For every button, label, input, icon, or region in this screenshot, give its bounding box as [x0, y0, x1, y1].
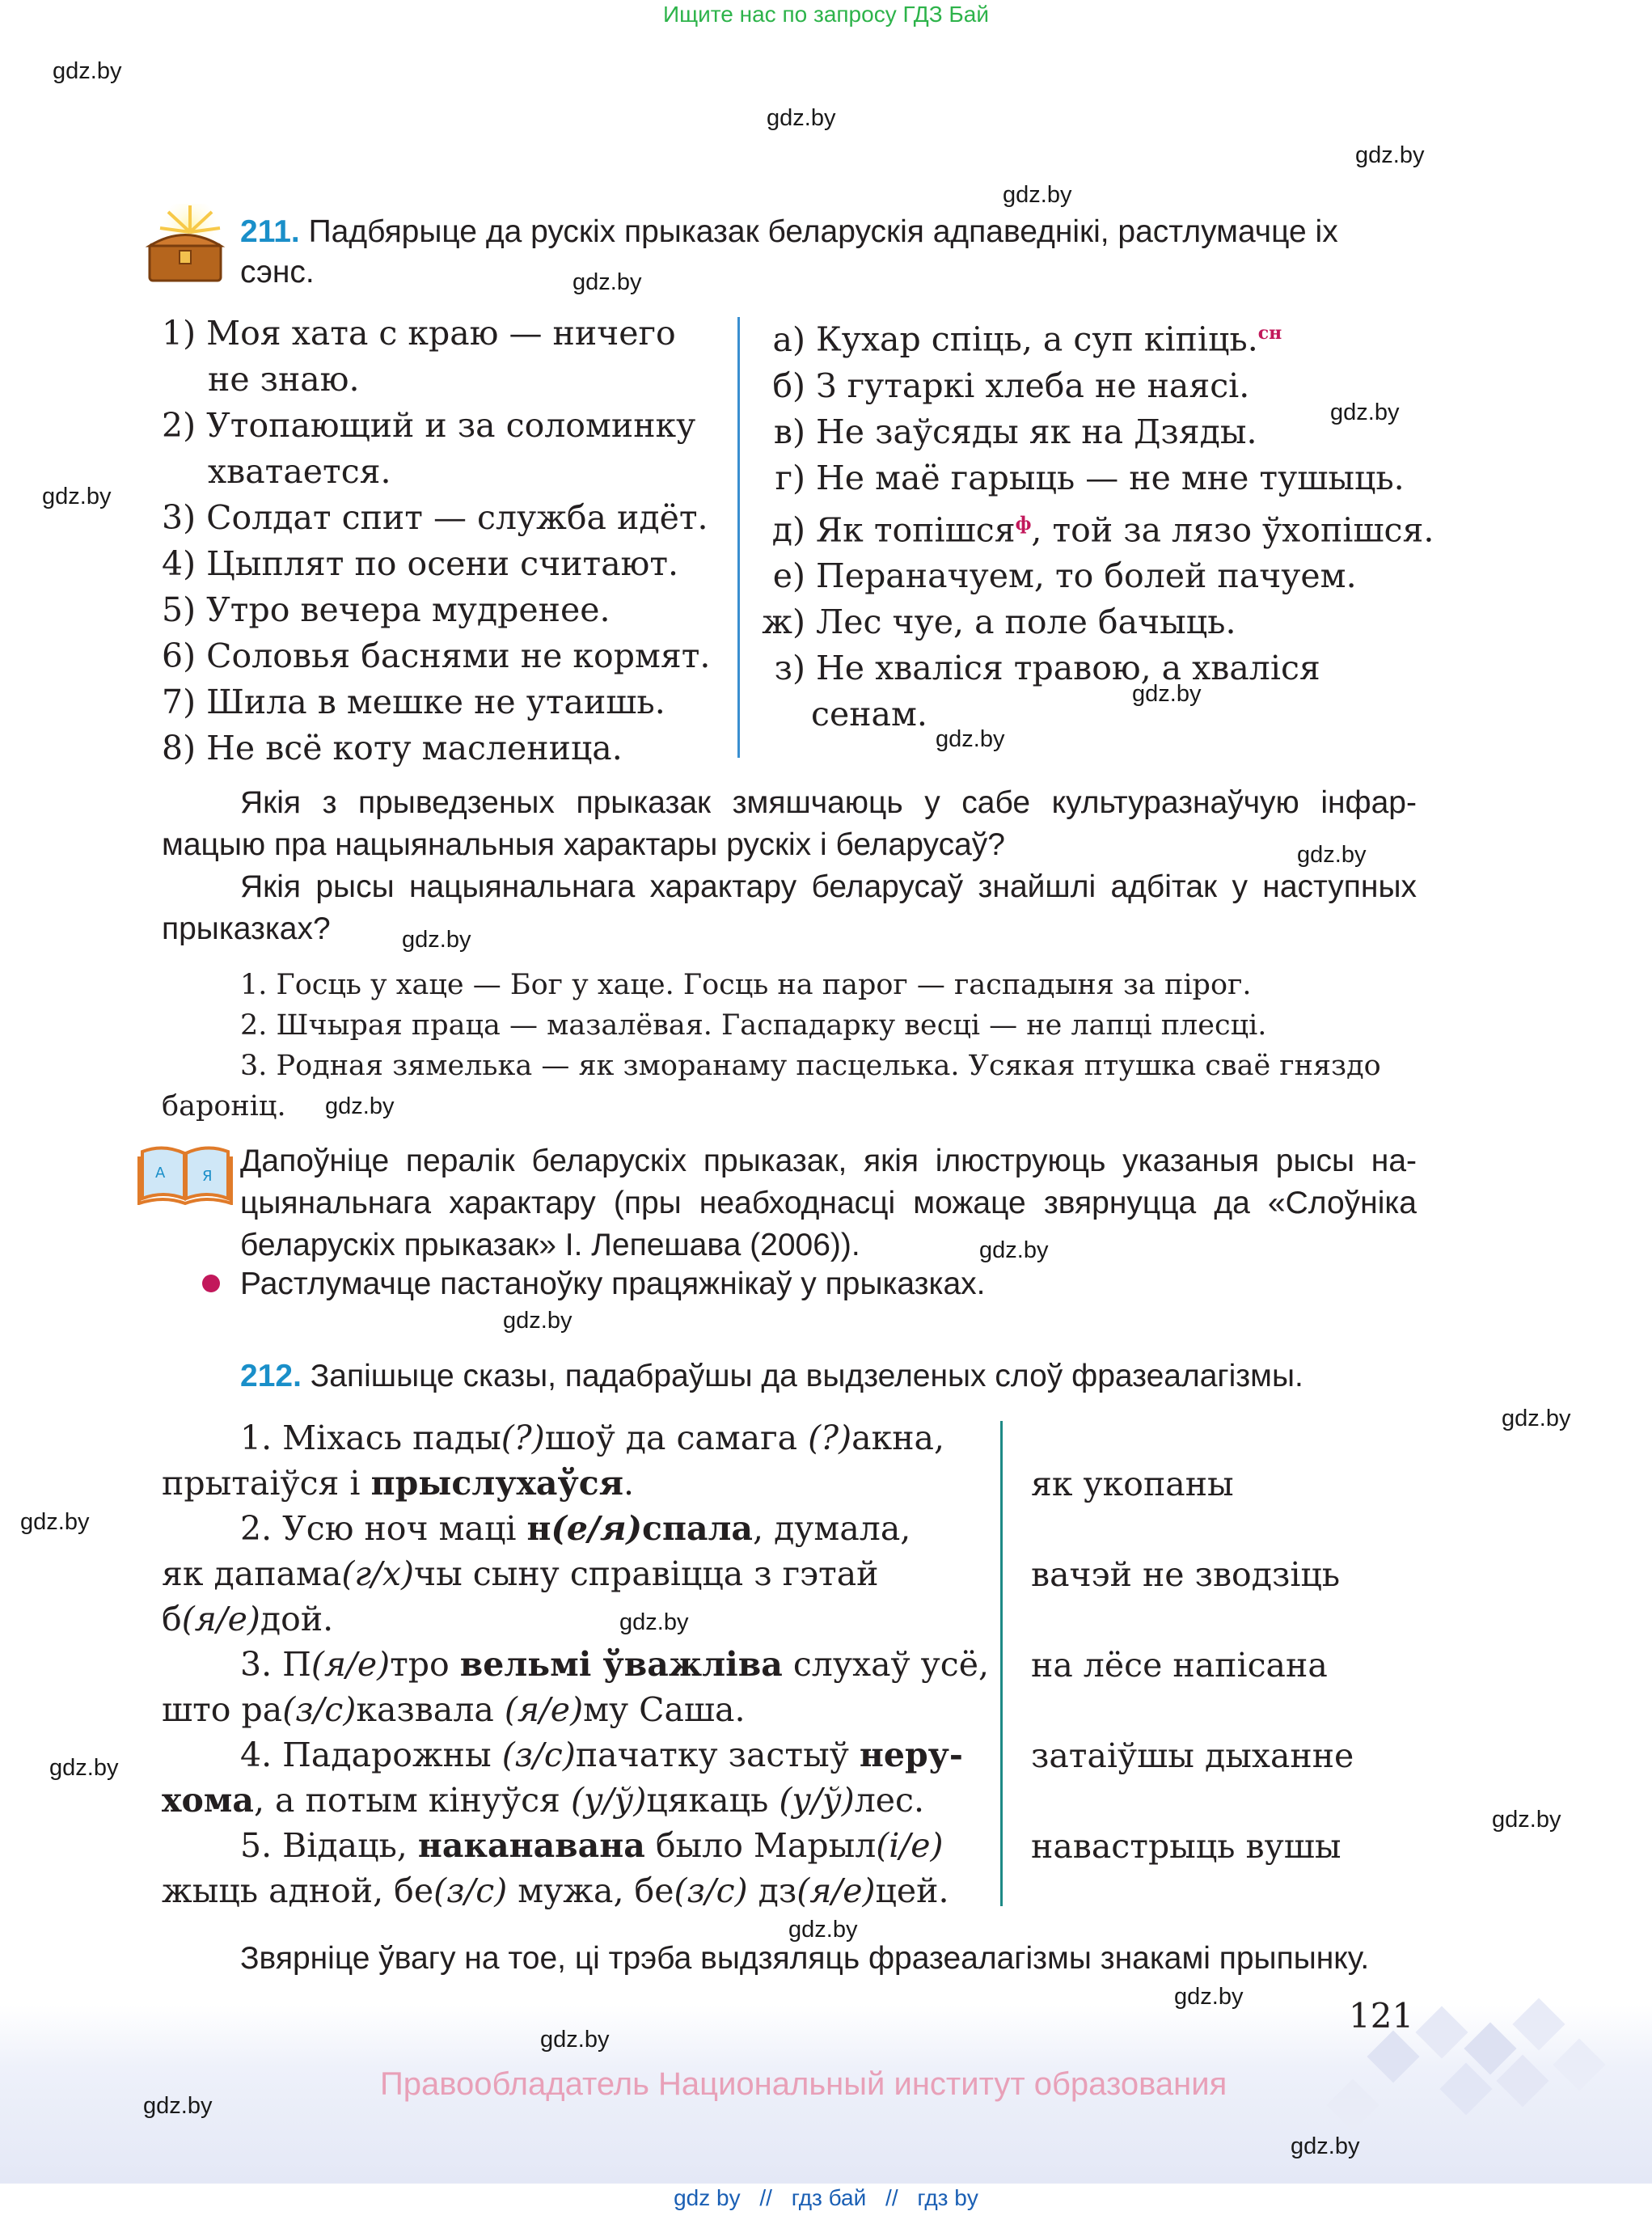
watermark: gdz.by	[53, 58, 122, 84]
list-item: з) Не хваліся травою, а хваліся	[774, 649, 1320, 688]
sentence-line: хома, а потым кінуўся (у/ў)цякаць (у/ў)лес.	[162, 1781, 925, 1820]
svg-text:Я: Я	[202, 1168, 213, 1185]
question-1: Якія з прыведзеных прыказак змяшчаюць у сабе культуразнаўчую інфар- мацыю пра нацыянальныя характары рускіх і беларусаў?	[162, 785, 1417, 862]
list-item: 5) Утро вечера мудренее.	[162, 590, 611, 629]
footer-link[interactable]: гдз бай	[791, 2185, 867, 2210]
watermark: gdz.by	[979, 1237, 1049, 1263]
question-2: Якія рысы нацыянальнага характару беларусаў знайшлі адбітак у наступных прыказках?	[162, 869, 1417, 946]
sentence-line: 3. П(я/е)тро вельмі ўважліва слухаў усё,	[240, 1645, 990, 1684]
list-item: в) Не заўсяды як на Дзяды.	[773, 412, 1257, 451]
list-item: 2) Утопающий и за соломинку	[162, 406, 696, 445]
watermark: gdz.by	[619, 1609, 689, 1635]
column-divider	[737, 317, 740, 758]
list-item: 7) Шила в мешке не утаишь.	[162, 683, 665, 721]
list-item: як укопаны	[1031, 1465, 1234, 1503]
sentence-line: б(я/е)дой.	[162, 1600, 334, 1638]
svg-text:А: А	[155, 1165, 166, 1182]
footer-separator: //	[885, 2185, 898, 2210]
phraseology-marker: ф	[1015, 513, 1032, 535]
exercise-212-note: Звярніце ўвагу на тое, ці трэба выдзяляць фразеалагізмы знакамі прыпынку.	[240, 1941, 1370, 1976]
exercise-211-number: 211.	[240, 214, 300, 249]
watermark: gdz.by	[1132, 681, 1202, 707]
sentence-line: 5. Відаць, наканавана было Марыл(і/е)	[240, 1826, 944, 1865]
sentence-line: 2. Усю ноч маці н(е/я)спала, думала,	[240, 1509, 911, 1548]
list-item: 6) Соловья баснями не кормят.	[162, 636, 711, 675]
watermark: gdz.by	[1355, 142, 1425, 168]
watermark: gdz.by	[540, 2027, 610, 2053]
exercise-212-sentences	[162, 1415, 989, 1913]
proverbs-block	[162, 965, 1417, 1127]
additional-task: Дапоўніце пералік беларускіх прыказак, якія ілюструюць указаныя рысы на- цыянальнага характару (пры неабходнасці можаце звярнуцца да «Слоўніка беларускіх прыказак» І. Лепешава (2006)).	[240, 1144, 1417, 1262]
open-book-icon	[137, 1140, 233, 1205]
list-item: ж) Лес чуе, а поле бачыць.	[762, 603, 1236, 642]
watermark: gdz.by	[402, 927, 471, 953]
watermark: gdz.by	[325, 1093, 395, 1119]
list-item: 3) Солдат спит — служба идёт.	[162, 498, 708, 537]
watermark: gdz.by	[1330, 400, 1400, 425]
exercise-211-instruction-line2: сэнс.	[240, 255, 315, 290]
watermark: gdz.by	[1174, 1984, 1244, 2010]
list-item: вачэй не зводзіць	[1031, 1555, 1341, 1594]
proverb-line: 2. Шчырая праца — мазалёвая. Гаспадарку весці — не лапці плесці.	[240, 1009, 1267, 1042]
bullet-icon	[202, 1275, 220, 1292]
bullet-task: Растлумачце пастаноўку працяжнікаў у прыказках.	[240, 1266, 986, 1301]
search-hint[interactable]: Ищите нас по запросу ГДЗ Бай	[662, 2, 990, 27]
exercise-212-number: 212.	[240, 1359, 302, 1393]
watermark: gdz.by	[788, 1917, 858, 1943]
watermark: gdz.by	[49, 1755, 119, 1781]
sentence-line: 1. Міхась пады(?)шоў да самага (?)акна,	[240, 1419, 945, 1457]
watermark: gdz.by	[767, 105, 836, 131]
watermark: gdz.by	[1291, 2133, 1360, 2159]
copyright-notice: Правообладатель Национальный институт образования	[380, 2066, 1227, 2102]
exercise-211-instruction	[240, 212, 1417, 293]
watermark: gdz.by	[936, 726, 1005, 752]
list-item-continuation: хватается.	[208, 452, 391, 491]
footer-link[interactable]: gdz by	[674, 2185, 741, 2210]
watermark: gdz.by	[1003, 182, 1072, 208]
proverb-line: бароніц.	[162, 1090, 286, 1123]
phraseologisms-list	[1031, 1461, 1354, 1914]
sentence-line: што ра(з/с)казвала (я/е)му Саша.	[162, 1690, 746, 1729]
footer-links	[0, 2185, 1652, 2211]
column-divider	[1000, 1421, 1003, 1906]
footer-separator: //	[759, 2185, 772, 2210]
list-item: 8) Не всё коту масленица.	[162, 729, 623, 767]
footer-link[interactable]: гдз by	[917, 2185, 978, 2210]
list-item: е) Пераначуем, то болей пачуем.	[772, 556, 1357, 596]
watermark: gdz.by	[1492, 1807, 1561, 1833]
dialect-marker: сн	[1257, 323, 1282, 344]
sentence-line: жыць адной, бе(з/с) мужа, бе(з/с) дз(я/е)цей.	[162, 1871, 949, 1910]
watermark: gdz.by	[503, 1308, 572, 1334]
list-item: 1) Моя хата с краю — ничего	[162, 314, 676, 353]
watermark: gdz.by	[20, 1509, 90, 1535]
belarusian-proverbs-list	[758, 311, 1434, 738]
list-item: а) Кухар спіць, а суп кіпіць.$^{сн}$	[772, 319, 1282, 359]
proverb-line: 3. Родная зямелька — як зморанаму пасцелька. Усякая птушка сваё гняздо	[240, 1050, 1381, 1082]
treasure-chest-icon	[146, 204, 226, 285]
exercise-211-instruction-line1: Падбярыце да рускіх прыказак беларускія адпаведнікі, растлумачце іх	[308, 214, 1338, 249]
watermark: gdz.by	[1502, 1406, 1571, 1431]
exercise-212-instruction: 212. Запішыце сказы, падабраўшы да выдзеленых слоў фразеалагізмы.	[240, 1359, 1303, 1393]
watermark: gdz.by	[42, 484, 112, 509]
list-item: 4) Цыплят по осени считают.	[162, 544, 679, 583]
list-item: затаіўшы дыханне	[1031, 1736, 1354, 1775]
list-item: д) Як топішся$^ф$, той за лязо ўхопішся.	[771, 510, 1434, 550]
list-item: б) З гутаркі хлеба не наясі.	[772, 366, 1250, 405]
list-item-continuation: сенам.	[811, 695, 927, 734]
watermark: gdz.by	[572, 269, 642, 295]
list-item: на лёсе напісана	[1031, 1646, 1328, 1685]
watermark: gdz.by	[143, 2093, 213, 2119]
sentence-line: як дапама(г/х)чы сыну справіцца з гэтай	[162, 1554, 879, 1593]
list-item: г) Не маё гарыць — не мне тушыць.	[775, 458, 1405, 497]
list-item: навастрыць вушы	[1031, 1827, 1341, 1866]
proverb-line: 1. Госць у хаце — Бог у хаце. Госць на парог — гаспадыня за пірог.	[240, 969, 1252, 1001]
sentence-line: 4. Падарожны (з/с)пачатку застыў неру-	[240, 1736, 963, 1774]
watermark: gdz.by	[1297, 842, 1367, 868]
russian-proverbs-list	[162, 311, 710, 772]
page-number: 121	[1349, 1996, 1414, 2036]
sentence-line: прытаіўся і прыслухаўся.	[162, 1464, 635, 1503]
list-item-continuation: не знаю.	[208, 360, 360, 399]
